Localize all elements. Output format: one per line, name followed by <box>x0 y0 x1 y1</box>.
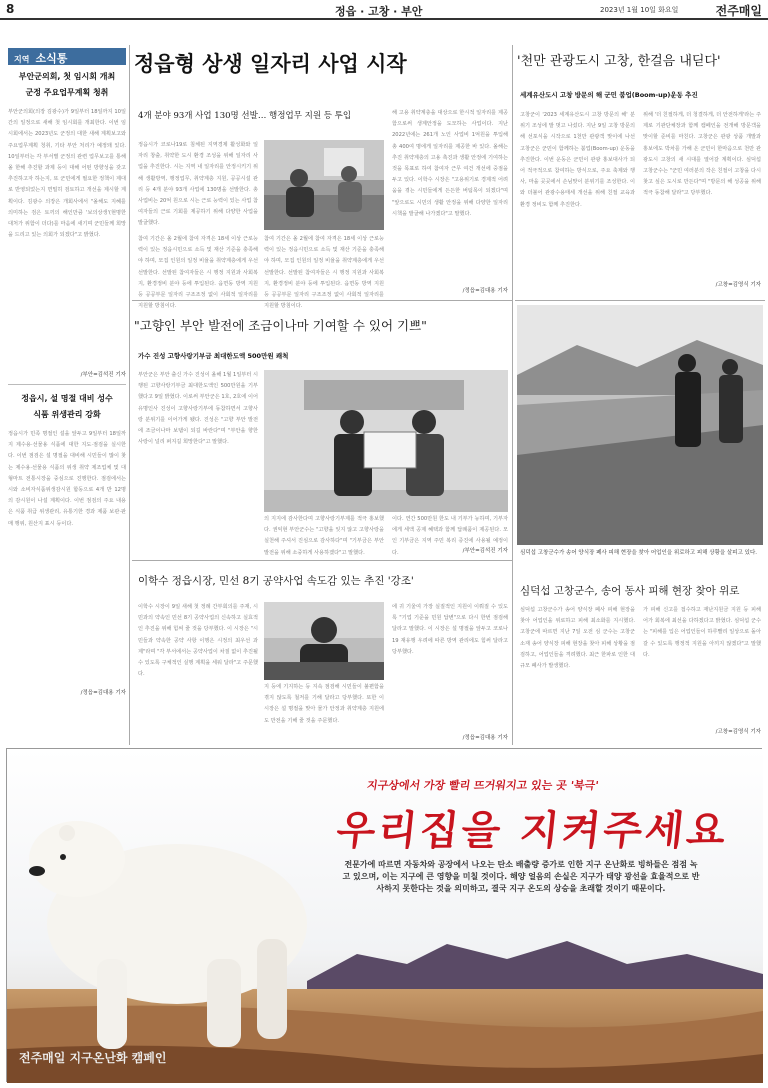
row-divider <box>515 300 765 301</box>
article-body: 정읍시가 민족 명절인 설을 앞두고 9일부터 18일까지 제수용·선물용 식품에 대한 지도·점검을 실시한다. 이번 점검은 설 명절을 대비해 시민들이 많이 찾는 제수용·선물용 식품의 위생 취약 제조업체 및 대형마트 전통시장을 중심으로 진행한다. 점검에서는 시와 소비자식품위생감시원 합동으로 4개 반 12명의 감시원이 나설 계획이다. 이번 점검의 주요 내용은 식품 취급 위생관리, 유통기한 경과 제품 보관·판매 행위, 원산지 표시 등이다. <box>8 431 126 527</box>
right-subheadline: 세계유산도시 고창 방문의 해 군민 붐업(Boom-up)운동 추진 <box>520 91 698 99</box>
divider <box>8 384 126 385</box>
article-body: 심덕섭 고창군수가 송어 양식장 폐사 피해 현장을 찾아 어업인을 위로하고 피해 최소화를 지시했다. 고창군에 따르면 지난 7일 오전 심 군수는 고창군 소재 송어 양식장 피해 현장을 찾아 피해 상황을 점검하고, 어업인들을 격려했다. 최근 한파로 인한 대규모 폐사가 발생했다. <box>520 607 635 670</box>
article-body: 가 피해 신고를 접수하고 재난지원금 지원 등 피해 어가 회복에 최선을 다하겠다고 밝혔다. 심덕섭 군수는 "피해를 입은 어업인들이 하루빨리 일상으로 돌아갈 수 있도록 행정적 지원을 아끼지 않겠다"고 말했다. <box>643 607 761 658</box>
article-body: 이학수 시장이 9일 새해 첫 정례 간부회의를 주재, 시민과의 약속인 민선 8기 공약사업의 신속하고 실효적인 추진을 위해 힘써 줄 것을 당부했다. 이 시장은 "시민들과 약속한 공약 사항 이행은 시정의 최우선 과제"라며 "각 부서에서는 공약사업이 차질 없이 추진될 수 있도록 구체적인 실행 계획을 세워 달라"고 주문했다. <box>138 604 258 678</box>
article-byline: /정읍=김대용 기자 <box>80 690 126 696</box>
article-body: 정읍시가 코로나19로 침체된 지역경제 활성화와 일자리 창출, 취약한 도시 환경 조성을 위해 일자리 사업을 추진한다. 시는 지역 내 일자리를 안정시키기 위해 생활방역, 행정업무, 취약계층 지원, 공공시설 관리 등 4개 분야 93개 사업에 130명을 선발한다. 총 사업비는 20억 원으로 시는 근로 능력이 있는 사업 참여자들의 근로 기회를 제공하기 위해 다양한 사업을 발굴했다. <box>138 142 259 227</box>
article-body: 고창군이 '2023 세계유산도시 고창 방문의 해' 분위기 조성에 발 벗고 나섰다. 지난 9일 고창 방문의 해 선포식을 시작으로 1천만 관광객 맞이에 나선 고창군은 군민이 함께하는 붐업(Boom-up) 운동을 추진한다. 이번 운동은 군민이 관광 홍보대사가 되어 적극적으로 참여하는 방식으로, 주요 축제와 행사, 마을 곳곳에서 손님맞이 분위기를 조성한다. 이와 더불어 관광수용태세 개선을 위해 친절 교육과 환경 정비도 함께 추진한다. <box>520 112 635 208</box>
article-byline: /정읍=김대용 기자 <box>462 288 508 294</box>
article-byline: /고창=김영식 기자 <box>715 729 761 735</box>
ad-body: 전문가에 따르면 자동차와 공장에서 나오는 탄소 배출량 증가로 인한 지구 온난화로 빙하들은 점점 녹고 있으며, 이는 지구에 큰 영향을 미칠 것이다. 해양 얼음의 손실은 지구가 태양 광선을 효율적으로 반사하지 못한다는 것을 의미하고, 결국 지구 온도의 상승을 초래할 것이기 때문이다. <box>342 860 700 893</box>
article-body: 참여 기간은 올 2월에 참여 자격은 18세 이상 근로능력이 있는 정읍시민으로 소득 및 재산 기준을 충족해야 하며, 모집 인원의 일정 비율을 취약계층에게 우선 선발한다. 선발된 참여자들은 시 행정 지원과 사회복지, 환경정비 분야 등에 투입된다. 읍면동 방역 지원 등 공공부문 일자리 구조조정 없이 사회적 일자리를 지원할 방침이다. <box>138 236 258 310</box>
column-divider <box>129 45 130 745</box>
article-byline: /부안=김석진 기자 <box>462 548 508 554</box>
page-number: 8 <box>6 2 15 16</box>
section-headline: 이학수 정읍시장, 민선 8기 공약사업 속도감 있는 추진 '강조' <box>138 575 414 587</box>
climate-ad-banner <box>6 748 762 1082</box>
news-box-label: 소식통 <box>35 52 68 65</box>
ad-slogan: 지구상에서 가장 빨리 뜨거워지고 있는 곳 '북극' <box>366 779 600 792</box>
article-headline: 정읍시, 설 명절 대비 성수 <box>21 394 113 403</box>
main-subheadline: 4개 분야 93개 사업 130명 선발… 행정업무 지원 등 투입 <box>138 111 352 121</box>
section-title: 정읍 · 고창 · 부안 <box>335 5 423 18</box>
donation-photo <box>264 370 508 512</box>
right-headline: '천만 관광도시 고창, 한걸음 내딛다' <box>517 54 721 69</box>
article-body: 해 고용 취약계층을 대상으로 한시적 일자리를 제공함으로써 생계안정을 도모하는 사업이다. 지난 2022년에는 261개 노인 사업비 1억원을 투입해 총 400여 명에게 일자리를 제공한 바 있다. 올해는 추진 취약계층의 고용 촉진과 생활 안정에 기여하는 것을 목표로 하여 참여자 근무 여건 개선에 중점을 두고 있다. 이학수 시장은 "고용위기로 경제적 어려움을 겪는 시민들에게 든든한 버팀목이 되겠다"며 "앞으로도 시민의 생활 안정을 위해 다양한 일자리 시책을 발굴해 나가겠다"고 말했다. <box>392 110 508 217</box>
row-divider <box>132 560 512 561</box>
article-byline: /정읍=김대용 기자 <box>462 735 508 741</box>
quote-subheadline: 가수 진성 고향사랑기부금 최대한도액 500만원 쾌척 <box>138 352 289 360</box>
photo-caption: 심덕섭 고창군수가 송어 양식장 폐사 피해 현장을 찾아 어업인을 위로하고 피해 상황을 살피고 있다. <box>520 550 757 556</box>
row-divider <box>132 300 512 301</box>
ad-title: 우리집을 지켜주세요 <box>334 808 731 854</box>
article-body: 참여 기간은 올 2월에 참여 자격은 18세 이상 근로능력이 있는 정읍시민으로 소득 및 재산 기준을 충족해야 하며, 모집 인원의 일정 비율을 취약계층에게 우선 선발한다. 선발된 참여자들은 시 행정 지원과 사회복지, 환경정비 분야 등에 투입된다. 읍면동 방역 지원 등 공공부문 일자리 구조조정 없이 사회적 일자리를 지원할 방침이다. <box>264 236 384 310</box>
paper-name: 전주매일 <box>715 4 762 18</box>
main-headline: 정읍형 상생 일자리 사업 시작 <box>134 52 407 76</box>
news-box-title <box>8 48 126 65</box>
article-headline: 부안군의회, 첫 임시회 개최 <box>18 72 116 81</box>
farm-site-photo <box>517 305 763 545</box>
article-byline: /부안=김석진 기자 <box>80 372 126 378</box>
article-body: 에 귀 기울여 가장 실질적인 지원이 이뤄질 수 있도록 "기업 기준을 민원 답변"으로 다시 한번 점검해 달라고 말했다. 이 시장은 설 명절을 앞두고 코로나19 재유행 우려에 따른 방역 관리에도 힘써 달라고 당부했다. <box>392 604 508 655</box>
ad-footer: 전주매일 지구온난화 캠페인 <box>19 1051 167 1065</box>
article-body: 부안군의회(의장 김광수)가 9일부터 18일까지 10일간의 일정으로 새해 첫 임시회를 개최한다. 이번 임시회에서는 2023년도 군정의 대한 새해 계획보고와 주요업무계획 청취, 기타 부안 처리가 예정돼 있다. 10일부터는 각 부서별 군정의 관련 업무보고를 통해 올 한해 추진할 과제 등이 대해 어떤 방향성을 갖고 추진하고자 하는지, 또 군민에게 필요한 정책이 제대로 반영되었는지 면밀히 검토하고 개선을 제시할 계획이다. 김광수 의장은 개회사에서 "올해도 지혜를 의미하는 검은 토끼의 해인만큼 '보의상생'(현명한 대처가 위함이 더다)를 마음에 새기며 군민들께 희망을 드리고 있는 의회가 되겠다"고 밝혔다. <box>8 109 126 239</box>
news-box-tag: 지역 <box>14 55 30 64</box>
article-body: 의 지지에 감사한다며 고향사랑기부제를 적극 홍보했다. 권익현 부안군수는 "고향을 잊지 않고 고향사랑을 실천해 주셔서 진심으로 감사하다"며 "기부금은 부안 발전을 위해 소중하게 사용하겠다"고 말했다. <box>264 516 384 556</box>
issue-date: 2023년 1월 10일 화요일 <box>600 6 679 14</box>
article-body: 부안군은 부안 출신 가수 진성이 올해 1월 1일부터 시행된 고향사랑기부금 최대한도액인 500만원을 기부했다고 9일 밝혔다. 이로써 부안군은 1호, 2호에 이어 유명인사 진성이 고향사랑기부에 동참하면서 고향사랑 분위기를 이어가게 됐다. 진성은 "고향 부안 발전에 조금이나마 보탬이 되길 바란다"며 "부안을 향한 사랑이 널리 퍼지길 희망한다"고 말했다. <box>138 372 259 446</box>
section-headline: 심덕섭 고창군수, 송어 동사 피해 현장 찾아 위로 <box>520 585 740 597</box>
article-byline: /고창=김영식 기자 <box>715 282 761 288</box>
article-headline: 식품 위생관리 강화 <box>33 410 101 419</box>
page-header <box>0 0 768 20</box>
mayor-photo <box>264 602 384 680</box>
article-photo <box>264 140 384 230</box>
article-body: 이다. 연간 500만원 한도 내 기부가 능하며, 기부자에게 세액 공제 혜택과 함께 답례품이 제공된다. 모인 기부금은 지역 주민 복리 증진에 사용될 예정이다. <box>392 516 508 556</box>
article-body: 위해 '더 친절하게, 더 청결하게, 더 안전하게'라는 주제로 기관단체장과 함께 캠페인을 전개해 방문객을 맞이할 준비를 마친다. 고창군은 관광 상품 개발과 홍보에도 박차를 가해 온 군민이 한마음으로 천만 관광도시 고창의 새 시대를 열어갈 계획이다. 심덕섭 고창군수는 "군민 여러분의 작은 친절이 고창을 다시 찾고 싶은 도시로 만든다"며 "방문의 해 성공을 위해 적극 동참해 달라"고 당부했다. <box>643 112 761 197</box>
article-headline: 군정 주요업무계획 청취 <box>25 88 109 97</box>
quote-headline: "고향인 부안 발전에 조금이나마 기여할 수 있어 기쁘" <box>134 318 427 333</box>
left-news-column <box>8 48 126 748</box>
column-divider <box>512 45 513 745</box>
article-body: 지 등에 기지하는 등 지속 점검해 시민들이 불편함을 겪지 않도록 철저를 기해 달라고 당부했다. 또한 이 시장은 설 명절을 맞아 물가 안정과 취약계층 지원에도 만전을 기해 줄 것을 주문했다. <box>264 684 384 724</box>
